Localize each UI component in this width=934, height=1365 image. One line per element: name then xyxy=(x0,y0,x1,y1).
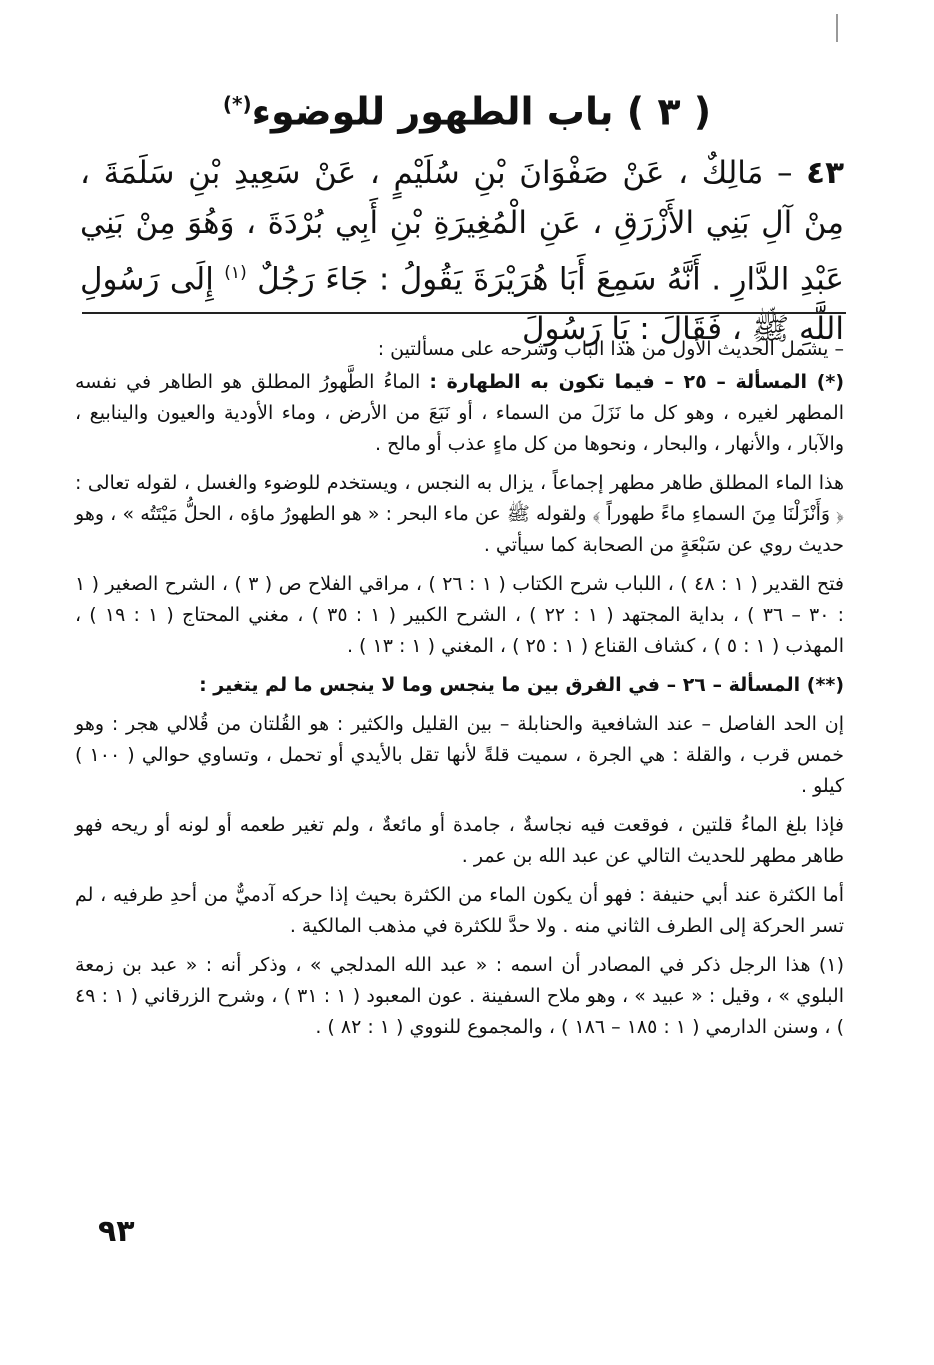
chapter-title xyxy=(0,78,934,138)
notes-intro: – يشمل الحديث الأول من هذا الباب وشرحه على مسألتين : xyxy=(377,338,844,360)
masala-26-text-2: فإذا بلغ الماءُ قلتين ، فوقعت فيه نجاسةٌ ، جامدة أو مائعةٌ ، ولم تغير طعمه أو لونه أو ريحه فهو طاهر مطهر للحديث التالي عن عبد الله بن عمر . xyxy=(75,814,844,867)
masala-26-label: (**) المسألة – ٢٦ – في الفرق بين ما ينجس وما لا ينجس ما لم يتغير : xyxy=(199,674,844,696)
hadith-body-part2: إِلَى رَسُولِ اللَّهِ ﷺ ، فَقَالَ : يَا رَسُولَ xyxy=(80,261,844,348)
masala-26-text-3: أما الكثرة عند أبي حنيفة : فهو أن يكون الماء من الكثرة بحيث إذا حركه آدميٌّ من أحدِ طرفيه ، لم تسر الحركة إلى الطرف الثاني منه . ولا حدَّ للكثرة في مذهب المالكية . xyxy=(75,884,844,937)
footnote-ref-1: (١) xyxy=(224,263,247,283)
scan-mark xyxy=(836,14,838,42)
footnotes xyxy=(75,334,844,1051)
chapter-title-marker: (*) xyxy=(222,92,252,116)
page-number: ٩٣ xyxy=(98,1214,135,1249)
chapter-title-text: ( ٣ ) باب الطهور للوضوء xyxy=(251,89,712,134)
masala-25-references: فتح القدير ( ١ : ٤٨ ) ، اللباب شرح الكتاب ( ١ : ٢٦ ) ، مراقي الفلاح ص ( ٣ ) ، الشرح الصغير ( ١ : ٣٠ – ٣٦ ) ، بداية المجتهد ( ١ : ٢٢ ) ، الشرح الكبير ( ١ : ٣٥ ) ، مغني المحتاج ( ١ : ١٩ ) ، المهذب ( ١ : ٥ ) ، كشاف القناع ( ١ : ٢٥ ) ، المغني ( ١ : ١٣ ) . xyxy=(75,573,845,657)
masala-26-text-1: إن الحد الفاصل – عند الشافعية والحنابلة – بين القليل والكثير : هو القُلتان من قُلالي هجر : وهو خمس قرب ، والقلة : هي الجرة ، سميت قلةً لأنها تقل بالأيدي أو تحمل ، وتساوي حوالي ( ١٠٠ ) كيلو . xyxy=(75,713,845,797)
masala-25-evidence: هذا الماء المطلق طاهر مطهر إجماعاً ، يزال به النجس ، ويستخدم للوضوء والغسل ، لقوله تعالى : ﴿ وَأَنْزَلْنَا مِنَ السماءِ ماءً طهوراً ﴾ ولقوله ﷺ عن ماء البحر : « هو الطهورُ ماؤه ، الحلُّ مَيْتَتُه » ، وهو حديث روي عن سَبْعَةٍ من الصحابة كما سيأتي . xyxy=(75,472,844,556)
masala-25-text: الماءُ الطَّهورُ المطلق هو الطاهر في نفسه المطهر لغيره ، وهو كل ما نَزَلَ من السماء ، أو نَبَعَ من الأرض ، وماء الأودية والعيون والينابيع ، والآبار ، والأنهار ، والبحار ، ونحوها من كل ماءٍ عذب أو مالح . xyxy=(75,371,844,455)
hadith-number: ٤٣ xyxy=(806,155,844,191)
masala-25-paragraph xyxy=(75,367,844,460)
masala-25-label: (*) المسألة – ٢٥ – فيما تكون به الطهارة : xyxy=(429,371,845,393)
footnote-1: (١) هذا الرجل ذكر في المصادر أن اسمه : « عبد الله المدلجي » ، وذكر أنه : « عبد بن زمعة البلوي » ، وقيل : « عبيد » ، وهو ملاح السفينة . عون المعبود ( ١ : ٣١ ) ، وشرح الزرقاني ( ١ : ٤٩ ) ، وسنن الدارمي ( ١ : ١٨٥ – ١٨٦ ) ، والمجموع للنووي ( ١ : ٨٢ ) . xyxy=(75,954,844,1038)
hadith-text xyxy=(80,148,844,354)
hadith-body-part1: – مَالِكٌ ، عَنْ صَفْوَانَ بْنِ سُلَيْمٍ ، عَنْ سَعِيدِ بْنِ سَلَمَةَ ، مِنْ آلِ بَنِي الأَزْرَقِ ، عَنِ الْمُغِيرَةِ بْنِ أَبِي بُرْدَةَ ، وَهُوَ مِنْ بَنِي عَبْدِ الدَّارِ . أَنَّهُ سَمِعَ أَبَا هُرَيْرَةَ يَقُولُ : جَاءَ رَجُلٌ xyxy=(80,155,844,298)
footnote-separator xyxy=(82,312,846,314)
